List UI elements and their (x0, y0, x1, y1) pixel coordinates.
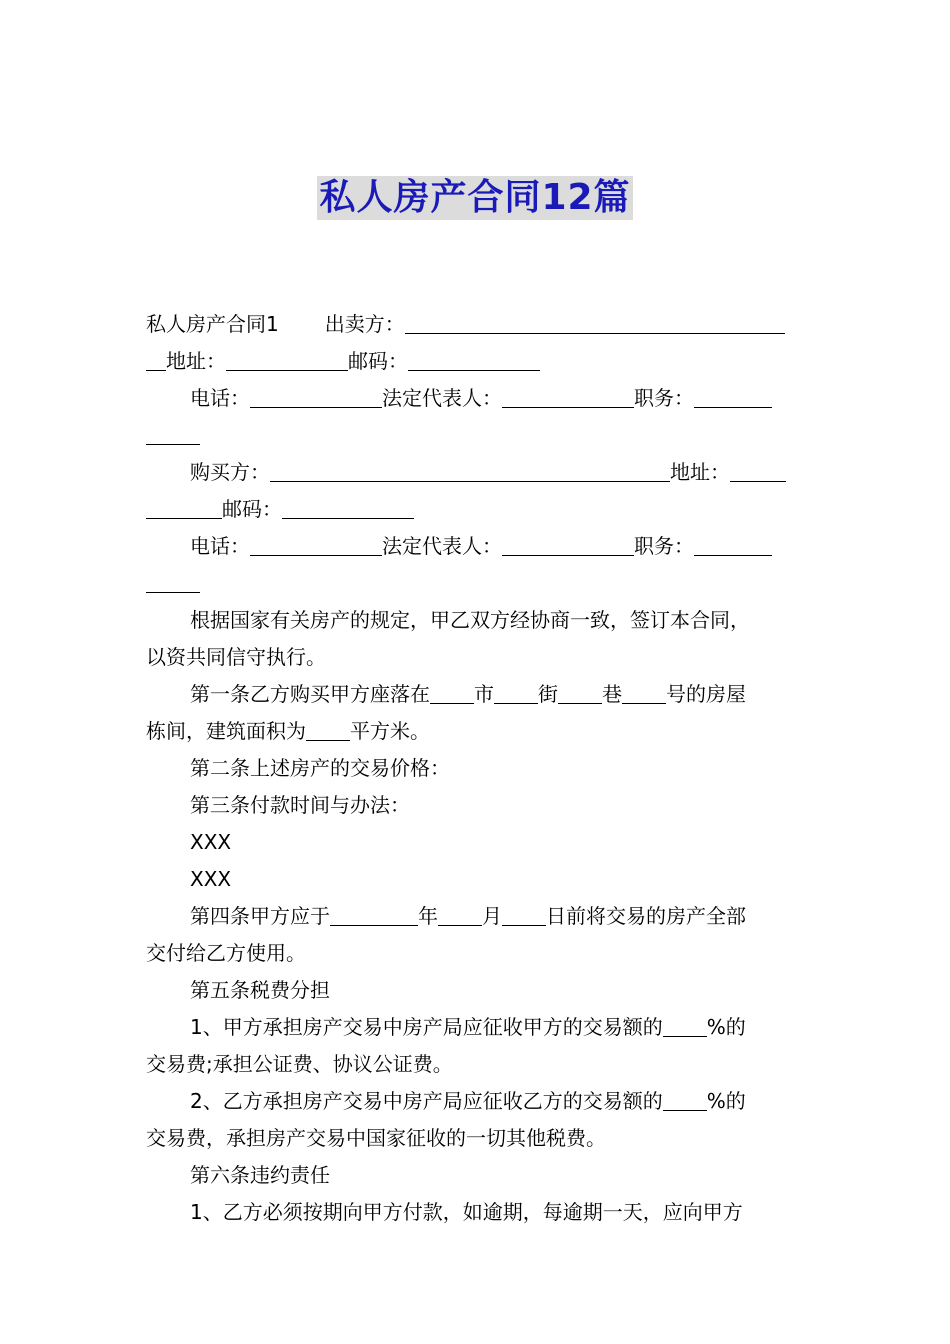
clause-text: %的 (706, 1089, 746, 1113)
clause-line (146, 1083, 810, 1120)
clause-text: 号的房屋 (666, 682, 746, 706)
text-line (146, 565, 810, 602)
clause-text: 交付给乙方使用。 (146, 941, 306, 965)
fill-blank (502, 385, 634, 408)
clause-text: 年 (418, 904, 438, 928)
fill-blank (502, 903, 546, 926)
clause-line (146, 1194, 810, 1231)
fill-blank (622, 681, 666, 704)
postcode-label: 邮码： (348, 349, 408, 373)
text-line (146, 417, 810, 454)
clause-text: 第五条税费分担 (190, 978, 330, 1002)
title-container (0, 176, 950, 220)
fill-blank (663, 1014, 707, 1037)
clause-text: 交易费;承担公证费、协议公证费。 (146, 1052, 453, 1076)
fill-blank (558, 681, 602, 704)
clause-line (146, 676, 810, 713)
clause-line (146, 935, 810, 972)
placeholder-line (146, 861, 810, 898)
fill-blank (430, 681, 474, 704)
fill-blank (502, 533, 634, 556)
paragraph-line (146, 602, 810, 639)
clause-line (146, 1120, 810, 1157)
fill-blank (146, 348, 166, 371)
clause-line (146, 713, 810, 750)
clause-line (146, 750, 810, 787)
text-line (146, 343, 810, 380)
clause-line (146, 1046, 810, 1083)
fill-blank (330, 903, 418, 926)
fill-blank (146, 496, 222, 519)
fill-blank (306, 718, 350, 741)
position-label: 职务： (634, 534, 694, 558)
fill-blank (146, 422, 200, 445)
clause-text: 第二条上述房产的交易价格： (190, 756, 450, 780)
position-label: 职务： (634, 386, 694, 410)
text-line (146, 491, 810, 528)
clause-line (146, 1009, 810, 1046)
clause-text: 2、乙方承担房产交易中房产局应征收乙方的交易额的 (190, 1089, 663, 1113)
clause-text: 1、甲方承担房产交易中房产局应征收甲方的交易额的 (190, 1015, 663, 1039)
clause-text: 日前将交易的房产全部 (546, 904, 746, 928)
clause-text: 第六条违约责任 (190, 1163, 330, 1187)
document-title: 私人房产合同12篇 (319, 177, 631, 218)
paragraph-line (146, 639, 810, 676)
buyer-label: 购买方： (190, 460, 270, 484)
fill-blank (438, 903, 482, 926)
phone-label: 电话： (190, 386, 250, 410)
fill-blank (250, 385, 382, 408)
text-line (146, 380, 810, 417)
clause-text: 平方米。 (350, 719, 430, 743)
placeholder-line (146, 824, 810, 861)
clause-text: 交易费，承担房产交易中国家征收的一切其他税费。 (146, 1126, 606, 1150)
fill-blank (663, 1088, 707, 1111)
clause-text: 第三条付款时间与办法： (190, 793, 410, 817)
seller-label: 出卖方： (324, 312, 405, 336)
legal-rep-label: 法定代表人： (382, 534, 502, 558)
clause-text: 第一条乙方购买甲方座落在 (190, 682, 430, 706)
fill-blank (408, 348, 540, 371)
fill-blank (494, 681, 538, 704)
fill-blank (146, 570, 200, 593)
clause-text: 街 (538, 682, 558, 706)
placeholder-text: XXX (190, 867, 232, 891)
fill-blank (730, 459, 786, 482)
phone-label: 电话： (190, 534, 250, 558)
paragraph-text: 以资共同信守执行。 (146, 645, 326, 669)
fill-blank (694, 385, 772, 408)
clause-text: 1、乙方必须按期向甲方付款，如逾期，每逾期一天，应向甲方 (190, 1200, 743, 1224)
fill-blank (405, 311, 785, 334)
placeholder-text: XXX (190, 830, 232, 854)
clause-text: %的 (706, 1015, 746, 1039)
postcode-label: 邮码： (222, 497, 282, 521)
clause-text: 市 (474, 682, 494, 706)
clause-text: 月 (482, 904, 502, 928)
address-label: 地址： (166, 349, 226, 373)
clause-line (146, 1157, 810, 1194)
clause-text: 巷 (602, 682, 622, 706)
text-line (146, 528, 810, 565)
clause-text: 栋间，建筑面积为 (146, 719, 306, 743)
address-label: 地址： (670, 460, 730, 484)
clause-line (146, 787, 810, 824)
contract-heading: 私人房产合同1 (146, 312, 279, 336)
text-line (146, 454, 810, 491)
fill-blank (270, 459, 670, 482)
fill-blank (250, 533, 382, 556)
fill-blank (282, 496, 414, 519)
clause-line (146, 898, 810, 935)
fill-blank (694, 533, 772, 556)
paragraph-text: 根据国家有关房产的规定，甲乙双方经协商一致，签订本合同， (190, 608, 750, 632)
legal-rep-label: 法定代表人： (382, 386, 502, 410)
text-line (146, 306, 810, 343)
contract-body (146, 306, 810, 1231)
clause-line (146, 972, 810, 1009)
fill-blank (226, 348, 348, 371)
clause-text: 第四条甲方应于 (190, 904, 330, 928)
